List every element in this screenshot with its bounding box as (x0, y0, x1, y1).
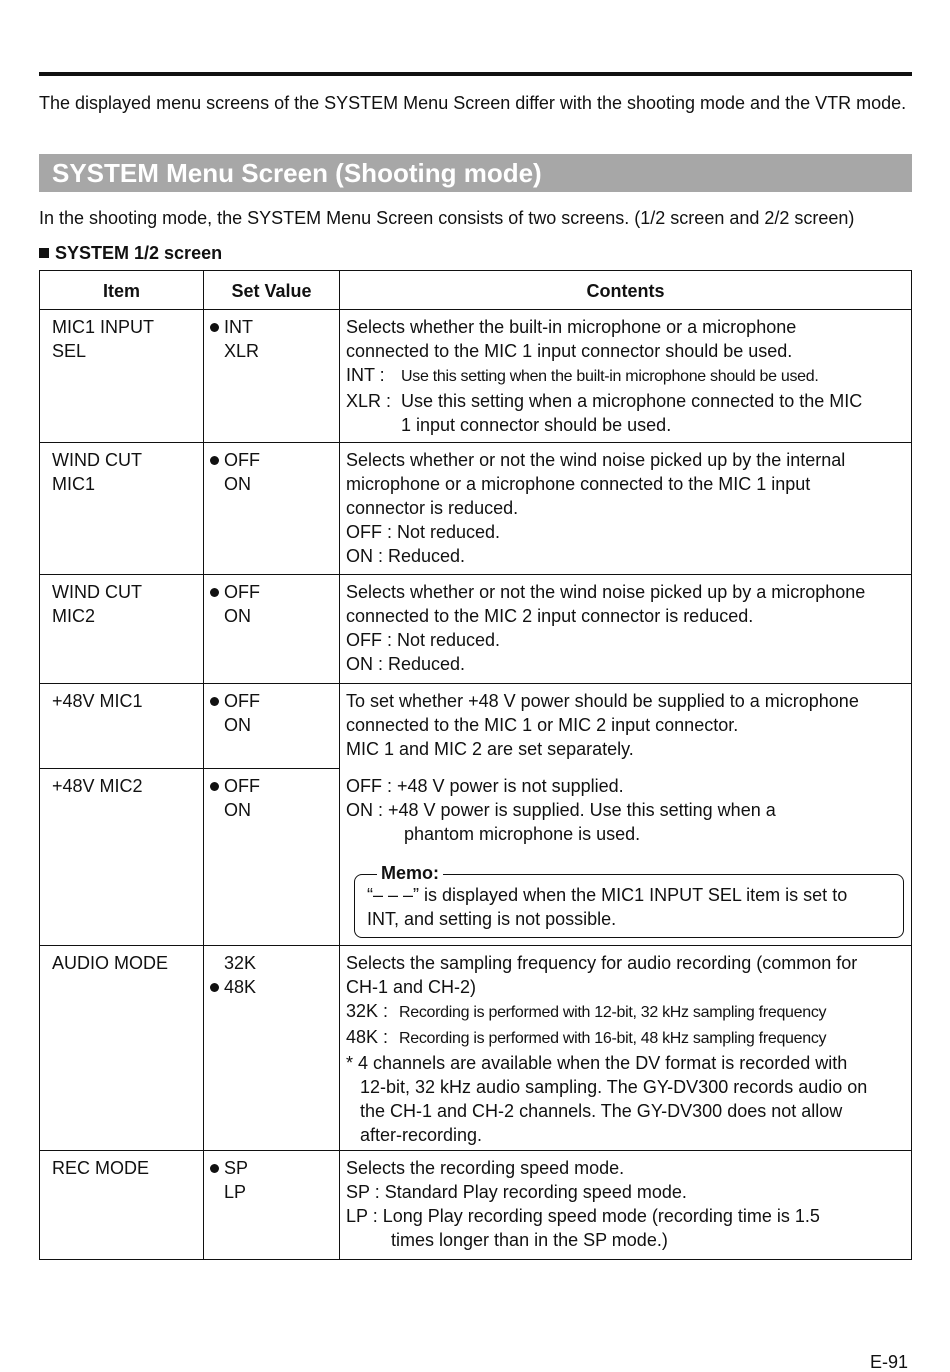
row-divider (40, 945, 911, 946)
default-dot-icon (210, 588, 219, 597)
row-values-wind-cut-mic2: OFF ON (208, 580, 260, 628)
default-dot-icon (210, 456, 219, 465)
row-values-48v-mic1: OFF ON (208, 689, 260, 737)
row-contents-wind-cut-mic2: Selects whether or not the wind noise picked up by a microphone connected to the MIC 2 input connector is reduced. OFF : Not reduced. ON : Reduced. (346, 582, 866, 674)
row-divider (40, 1150, 911, 1151)
square-bullet-icon (39, 248, 49, 258)
default-dot-icon (210, 323, 219, 332)
header-set-value: Set Value (231, 281, 312, 301)
row-item-48v-mic1: +48V MIC1 (52, 691, 143, 711)
row-item-48v-mic2: +48V MIC2 (52, 776, 143, 796)
row-values-48v-mic2: OFF ON (208, 774, 260, 822)
header-contents: Contents (586, 281, 665, 301)
row-values-rec-mode: SP LP (208, 1156, 248, 1204)
row-values-wind-cut-mic1: OFF ON (208, 448, 260, 496)
default-dot-icon (210, 983, 219, 992)
section-banner (39, 154, 912, 192)
row-item-audio-mode: AUDIO MODE (52, 953, 169, 973)
row-item-rec-mode: REC MODE (52, 1158, 150, 1178)
intro-paragraph: The displayed menu screens of the SYSTEM Menu Screen differ with the shooting mode and the VTR mode. (39, 93, 907, 113)
memo-box (354, 863, 904, 938)
section-title: SYSTEM Menu Screen (Shooting mode) (52, 158, 542, 188)
row-item-mic1-input-sel: MIC1 INPUT SEL (52, 317, 155, 361)
row-divider (40, 574, 911, 575)
memo-title: Memo: (377, 861, 443, 885)
default-dot-icon (210, 697, 219, 706)
row-item-wind-cut-mic1: WIND CUT MIC1 (52, 450, 142, 494)
row-values-audio-mode: 32K 48K (208, 951, 256, 999)
row-contents-audio-mode: Selects the sampling frequency for audio recording (common for CH-1 and CH-2) 32K : Recording is performed with 12-bit, 32 kHz sampling frequency 48K : Recording is performed with 16-bit, 48 kHz sampling frequency * 4 channels are available when the DV format is recorded with 12-bit, 32 kHz audio sampling. The GY-DV300 records audio on the CH-1 and CH-2 channels. The GY-DV300 does not allow after-recording. (346, 953, 868, 1145)
default-dot-icon (210, 782, 219, 791)
page-number: E-91 (870, 1352, 909, 1372)
lead-paragraph: In the shooting mode, the SYSTEM Menu Screen consists of two screens. (1/2 screen and 2/2 screen) (39, 208, 855, 228)
memo-text: “– – –” is displayed when the MIC1 INPUT SEL item is set to INT, and setting is not possible. (367, 885, 848, 929)
column-divider (203, 271, 204, 1259)
row-item-wind-cut-mic2: WIND CUT MIC2 (52, 582, 142, 626)
header-item: Item (102, 281, 140, 301)
settings-table (39, 270, 912, 1260)
row-values-mic1-input-sel: INT XLR (208, 315, 259, 363)
row-divider (40, 309, 911, 310)
top-rule (39, 72, 912, 76)
subheading: SYSTEM 1/2 screen (39, 241, 222, 265)
row-contents-48v-mic1: To set whether +48 V power should be supplied to a microphone connected to the MIC 1 or MIC 2 input connector. MIC 1 and MIC 2 are set separately. (346, 691, 859, 759)
row-contents-mic1-input-sel: Selects whether the built-in microphone or a microphone connected to the MIC 1 input connector should be used. INT : Use this setting when the built-in microphone should be used. XLR : Use this setting when a microphone connected to the MIC 1 input connector should be used. (346, 317, 863, 435)
row-divider (40, 768, 339, 769)
row-contents-wind-cut-mic1: Selects whether or not the wind noise picked up by the internal microphone or a microphone connected to the MIC 1 input connector is reduced. OFF : Not reduced. ON : Reduced. (346, 450, 846, 566)
row-divider (40, 683, 911, 684)
row-divider (40, 442, 911, 443)
default-dot-icon (210, 1164, 219, 1173)
column-divider (339, 271, 340, 1259)
row-contents-rec-mode: Selects the recording speed mode. SP : Standard Play recording speed mode. LP : Long Play recording speed mode (recording time is 1.5 times longer than in the SP mode.) (346, 1158, 820, 1250)
row-contents-48v-mic2: OFF : +48 V power is not supplied. ON : +48 V power is supplied. Use this setting when a phantom microphone is used. (346, 776, 776, 844)
